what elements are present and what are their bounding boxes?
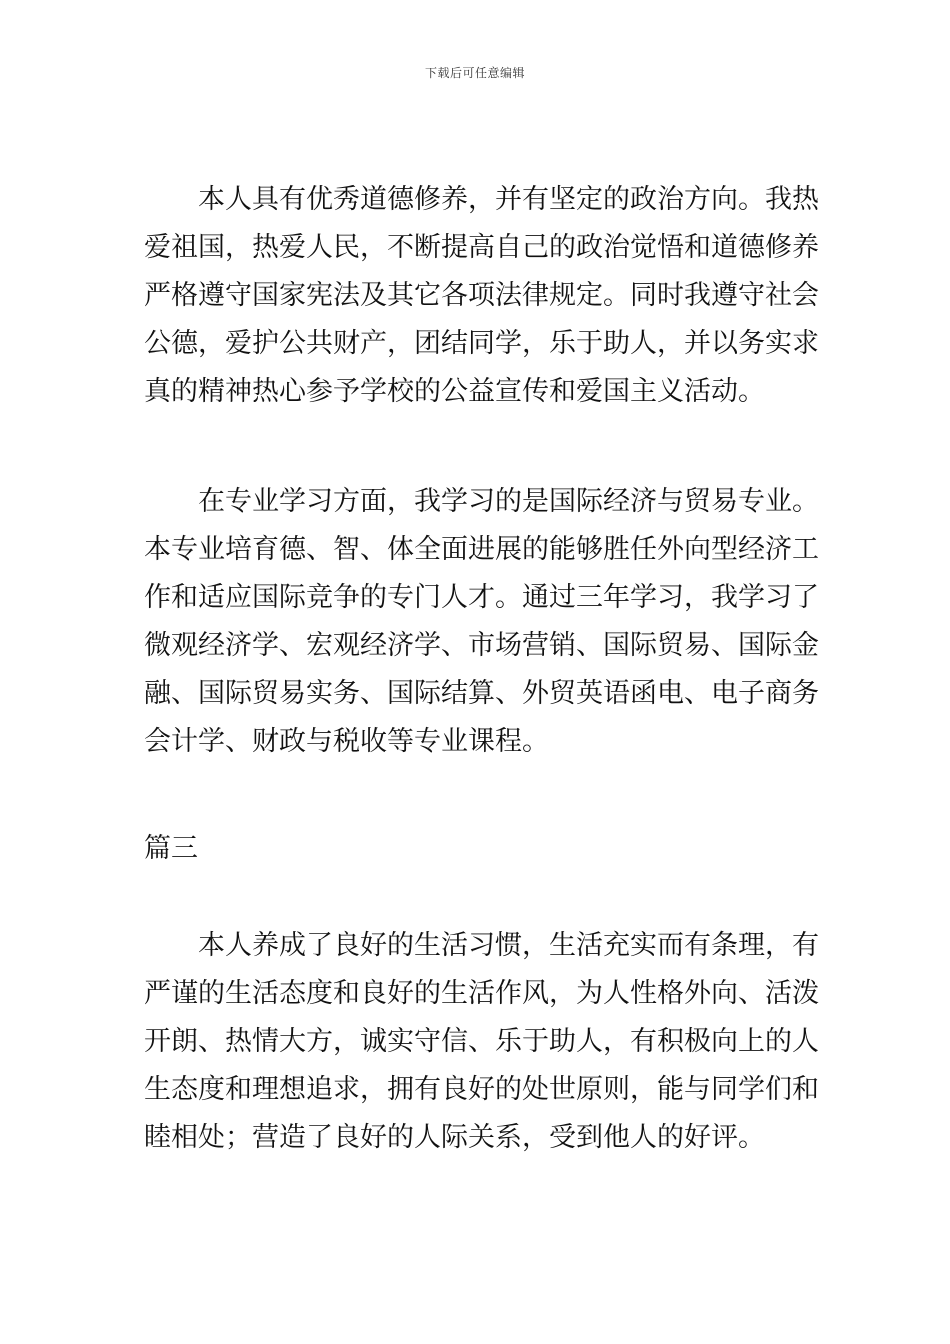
- paragraph-line: 本人具有优秀道德修养，并有坚定的政治方向。我热: [198, 184, 819, 215]
- paragraph-line: 真的精神热心参予学校的公益宣传和爱国主义活动。: [144, 376, 765, 407]
- paragraph-line: 本人养成了良好的生活习惯，生活充实而有条理，有: [198, 930, 819, 961]
- paragraph-line: 严格遵守国家宪法及其它各项法律规定。同时我遵守社会: [144, 280, 819, 311]
- paragraph-line: 生态度和理想追求，拥有良好的处世原则，能与同学们和: [144, 1074, 819, 1105]
- paragraph-line: 爱祖国，热爱人民，不断提高自己的政治觉悟和道德修养: [144, 232, 819, 263]
- paragraph-line: 严谨的生活态度和良好的生活作风，为人性格外向、活泼: [144, 978, 819, 1009]
- paragraph-line: 睦相处；营造了良好的人际关系，受到他人的好评。: [144, 1122, 765, 1153]
- section-heading-text: 篇三: [144, 833, 198, 864]
- page-header: 下载后可任意编辑: [424, 66, 525, 80]
- paragraph-living-habits: [144, 922, 819, 1162]
- paragraph-line: 微观经济学、宏观经济学、市场营销、国际贸易、国际金: [144, 630, 819, 661]
- paragraph-line: 在专业学习方面，我学习的是国际经济与贸易专业。: [198, 486, 819, 517]
- paragraph-moral-character: [144, 176, 819, 416]
- paragraph-line: 公德，爱护公共财产，团结同学，乐于助人，并以务实求: [144, 328, 819, 359]
- paragraph-line: 会计学、财政与税收等专业课程。: [144, 726, 549, 757]
- paragraph-line: 本专业培育德、智、体全面进展的能够胜任外向型经济工: [144, 534, 819, 565]
- paragraph-line: 作和适应国际竞争的专门人才。通过三年学习，我学习了: [144, 582, 819, 613]
- section-heading: [144, 825, 806, 873]
- paragraph-line: 融、国际贸易实务、国际结算、外贸英语函电、电子商务: [144, 678, 819, 709]
- paragraph-professional-study: [144, 478, 819, 766]
- paragraph-line: 开朗、热情大方，诚实守信、乐于助人，有积极向上的人: [144, 1026, 819, 1057]
